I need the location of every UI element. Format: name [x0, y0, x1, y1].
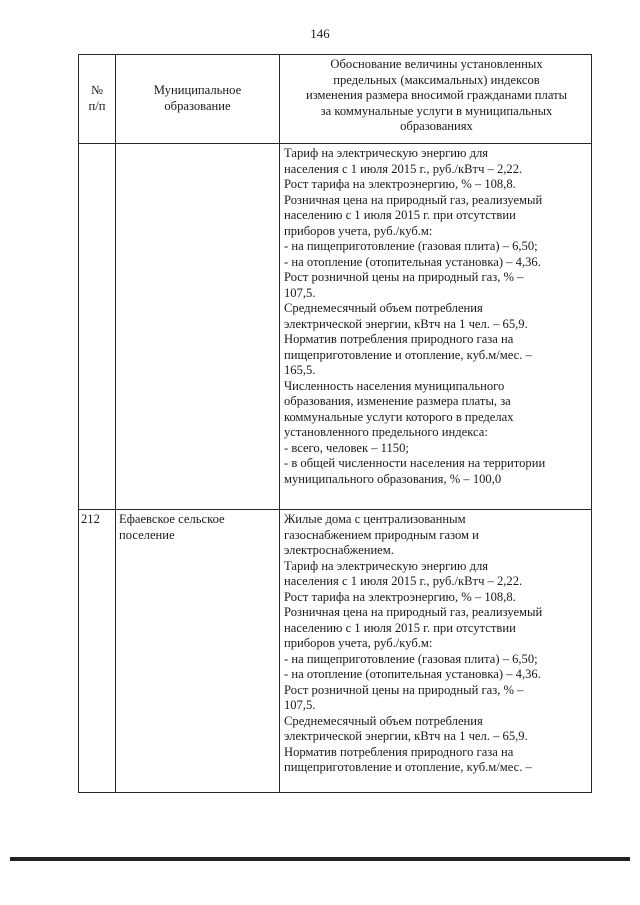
text-line: населения с 1 июля 2015 г., руб./кВтч – 2,22. — [284, 574, 523, 588]
text-line: Рост розничной цены на природный газ, % – — [284, 682, 524, 697]
column-divider — [279, 55, 280, 792]
header-basis-line: за коммунальные услуги в муниципальных — [320, 103, 553, 118]
text-line: установленного предельного индекса: — [284, 425, 488, 439]
text-line: образования, изменение размера платы, за — [284, 394, 511, 408]
text-line: Численность населения муниципального — [284, 378, 505, 393]
header-basis-line: Обоснование величины установленных — [330, 57, 543, 71]
text-line: приборов учета, руб./куб.м: — [284, 636, 433, 650]
text-line: 165,5. — [284, 363, 316, 377]
header-number-line: п/п — [88, 98, 106, 113]
header-number — [79, 83, 115, 114]
header-municipality-line: Муниципальное — [153, 83, 242, 97]
text-line: Среднемесячный объем потребления — [284, 301, 483, 315]
text-line: - на отопление (отопительная установка) – 4,36. — [284, 254, 541, 269]
text-line: - на пищеприготовление (газовая плита) – 6,50; — [284, 239, 538, 253]
text-line: Рост тарифа на электроэнергию, % – 108,8. — [284, 177, 516, 191]
header-number-line: № — [90, 83, 104, 97]
header-basis — [280, 57, 593, 135]
text-line: пищеприготовление и отопление, куб.м/мес. – — [284, 760, 532, 774]
text-line: Среднемесячный объем потребления — [284, 713, 483, 728]
header-basis-line: образованиях — [400, 119, 473, 133]
text-line: Норматив потребления природного газа на — [284, 332, 514, 346]
data-table — [78, 54, 592, 793]
row-text — [284, 512, 592, 776]
text-line: - в общей численности населения на территории — [284, 456, 546, 470]
text-line: газоснабжением природным газом и — [284, 527, 479, 542]
header-basis-line: предельных (максимальных) индексов — [333, 72, 540, 87]
municipality-line: поселение — [119, 527, 175, 542]
text-line: Тариф на электрическую энергию для — [284, 146, 489, 160]
text-line: муниципального образования, % – 100,0 — [284, 471, 502, 486]
row-municipality — [119, 512, 279, 543]
text-line: Тариф на электрическую энергию для — [284, 558, 489, 573]
row-number: 212 — [81, 512, 100, 526]
text-line: электроснабжением. — [284, 543, 394, 557]
header-basis-line: изменения размера вносимой гражданами платы — [305, 88, 568, 102]
page-number: 146 — [310, 26, 330, 41]
header-municipality — [116, 83, 279, 114]
text-line: населения с 1 июля 2015 г., руб./кВтч – 2,22. — [284, 161, 523, 176]
continuation-row-text — [284, 146, 592, 487]
text-line: Рост розничной цены на природный газ, % – — [284, 270, 524, 284]
municipality-line: Ефаевское сельское — [119, 512, 225, 526]
header-municipality-line: образование — [164, 98, 231, 113]
text-line: электрической энергии, кВтч на 1 чел. – 65,9. — [284, 729, 528, 743]
text-line: Жилые дома с централизованным — [284, 512, 466, 526]
header-divider — [79, 143, 591, 144]
text-line: Норматив потребления природного газа на — [284, 744, 514, 759]
text-line: - на пищеприготовление (газовая плита) – 6,50; — [284, 651, 538, 666]
bottom-rule — [10, 857, 630, 861]
row-divider — [79, 509, 591, 510]
text-line: - на отопление (отопительная установка) – 4,36. — [284, 667, 541, 681]
text-line: населению с 1 июля 2015 г. при отсутствии — [284, 208, 516, 222]
text-line: коммунальные услуги которого в пределах — [284, 409, 514, 424]
text-line: 107,5. — [284, 285, 316, 300]
text-line: Розничная цена на природный газ, реализуемый — [284, 192, 543, 207]
column-divider — [115, 55, 116, 792]
text-line: Розничная цена на природный газ, реализуемый — [284, 605, 543, 619]
text-line: электрической энергии, кВтч на 1 чел. – 65,9. — [284, 316, 528, 331]
text-line: 107,5. — [284, 698, 316, 712]
text-line: приборов учета, руб./куб.м: — [284, 223, 433, 238]
text-line: населению с 1 июля 2015 г. при отсутствии — [284, 620, 516, 635]
text-line: - всего, человек – 1150; — [284, 440, 409, 455]
text-line: пищеприготовление и отопление, куб.м/мес. – — [284, 347, 532, 362]
text-line: Рост тарифа на электроэнергию, % – 108,8. — [284, 589, 516, 604]
